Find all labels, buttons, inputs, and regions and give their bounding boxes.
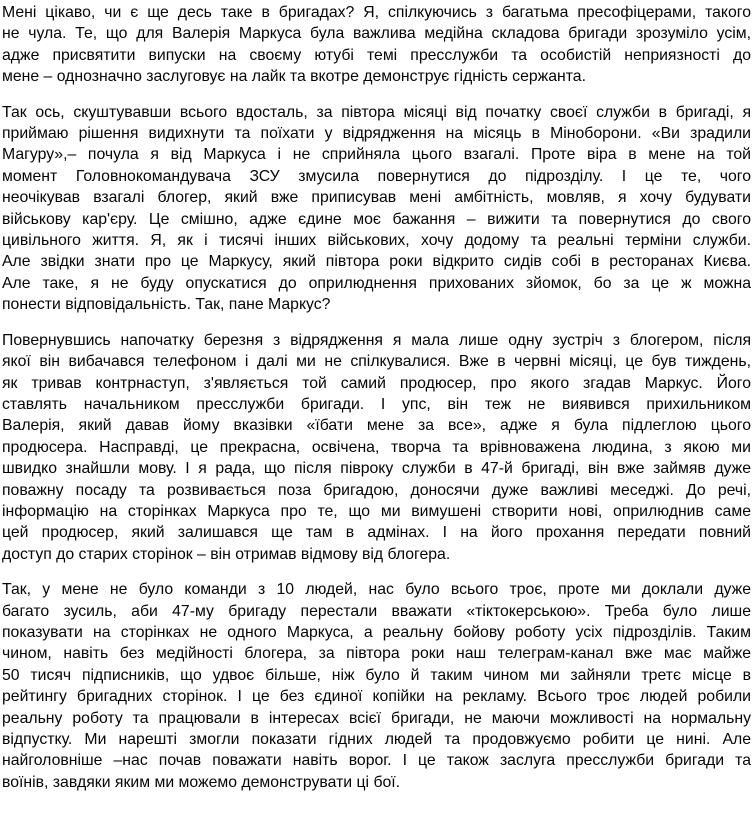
paragraph-line: швидко знайшли мову. І я рада, що після півроку служби в 47-й бригаді, він вже займяв дуже <box>2 460 751 478</box>
paragraph-line: реальну роботу та працювали в інтересах всієї бригади, не маючи можливості на нормальну <box>2 709 751 727</box>
paragraph-line: мене – однозначно заслуговує на лайк та вкотре демонструє гідність сержанта. <box>2 68 586 86</box>
paragraph-line: Але звідки знати про це Маркусу, який півтора роки відкрито сидів собі в ресторанах Києва. <box>2 253 751 271</box>
post-paragraph <box>2 579 751 793</box>
paragraph-line: Валерія, який давав йому вказівки «їбати мене за все», адже я була підлеглою цього <box>2 417 751 435</box>
paragraph-line: цивільного життя. Я, як і тисячі інших військових, хочу додому та реальні терміни служби. <box>2 232 751 250</box>
paragraph-line: 50 тисяч підписників, що удвоє більше, ніж було й таким чином ми зайняли третє місце в <box>2 666 751 684</box>
paragraph-line: Повернувшись напочатку березня з відрядження я мала лише одну зустріч з блогером, після <box>2 331 751 349</box>
paragraph-line: інформацію на сторінках Маркуса про те, що ми вимушені створити нові, оприлюднив саме <box>2 502 751 520</box>
paragraph-line: приймаю рішення видихнути та поїхати у відрядження на місяць в Міноборони. «Ви зрадили <box>2 125 751 143</box>
paragraph-line: як тривав контрнаступ, з'являється той самий продюсер, про якого згадав Маркус. Його <box>2 374 751 392</box>
post-paragraph <box>2 102 751 316</box>
paragraph-line: Мені цікаво, чи є ще десь таке в бригадах? Я, спілкуючись з багатьма пресофіцерами, такого <box>2 4 751 21</box>
paragraph-line: не чула. Те, що для Валерія Маркуса була важлива медійна складова бригади зрозуміло усім, <box>2 25 751 43</box>
post-paragraph <box>2 2 751 88</box>
paragraph-line: Але таке, я не буду опускатися до оприлюднення прихованих зйомок, бо за це ж можна <box>2 274 751 292</box>
paragraph-line: військову кар'єру. Це смішно, адже єдине моє бажання – вижити та повернутися до свого <box>2 210 751 228</box>
paragraph-line: воїнів, завдяки яким ми можемо демонструвати ці бої. <box>2 773 401 791</box>
paragraph-line: відпустку. Ми нарешті змогли показати гідних людей та продовжуємо робити це нині. Але <box>2 731 751 748</box>
paragraph-line: показувати на сторінках не одного Маркуса, а реальну бойову роботу усіх підрозділів. Таким <box>2 623 751 641</box>
paragraph-line: Так ось, скуштувавши всього вдосталь, за півтора місяці від початку своєї служби в бригаді, я <box>2 103 751 121</box>
paragraph-line: чином, навіть без медійності блогера, за півтора роки наш телеграм-канал вже має майже <box>2 645 751 663</box>
paragraph-line: неочікував взагалі блогер, який вже приписував мені амбітність, мовляв, я хочу будувати <box>2 189 751 207</box>
paragraph-line: понести відповідальність. Так, пане Маркус? <box>2 296 331 314</box>
post-paragraph <box>2 330 751 565</box>
paragraph-line: якої він вибачався телефоном і далі ми не спілкувалися. Вже в червні місяці, це був тиждень, <box>2 353 751 371</box>
paragraph-line: багато зусиль, аби 47-му бригаду перестали вважати «тіктокерською». Треба було лише <box>2 602 751 620</box>
paragraph-line: момент Головнокомандувача ЗСУ змусила повернутися до підрозділу. І це те, чого <box>2 167 751 185</box>
paragraph-line: рейтингу бригадних сторінок. І це без єдиної копійки на рекламу. Всього троє людей робили <box>2 688 751 706</box>
paragraph-line: ставлять начальником пресслужби бригади. І упс, він теж не виявився прихильником <box>2 395 751 413</box>
paragraph-line: цей продюсер, який залишався ще там в адмінах. І на його прохання передати повний <box>2 524 751 542</box>
paragraph-line: продюсера. Насправді, це прекрасна, освічена, творча та врівноважена людина, з якою ми <box>2 438 751 456</box>
paragraph-line: доступ до старих сторінок – він отримав відмову від блогера. <box>2 545 451 563</box>
paragraph-line: адже присвятити випуски на своєму ютубі темі пресслужби та особистій неприязності до <box>2 46 751 64</box>
paragraph-line: Магуру»,– почула я від Маркуса і не сприйняла цього взагалі. Проте віра в мене на той <box>2 146 751 164</box>
paragraph-line: поважну посаду та розвивається поза бригадою, доносячи дуже важливі меседжі. До речі, <box>2 481 751 499</box>
post-body <box>2 2 751 807</box>
paragraph-line: Так, у мене не було команди з 10 людей, нас було всього троє, проте ми доклали дуже <box>2 581 751 599</box>
paragraph-line: найголовніше –нас почав поважати навіть ворог. І це також заслуга пресслужби бригади та <box>2 752 751 770</box>
